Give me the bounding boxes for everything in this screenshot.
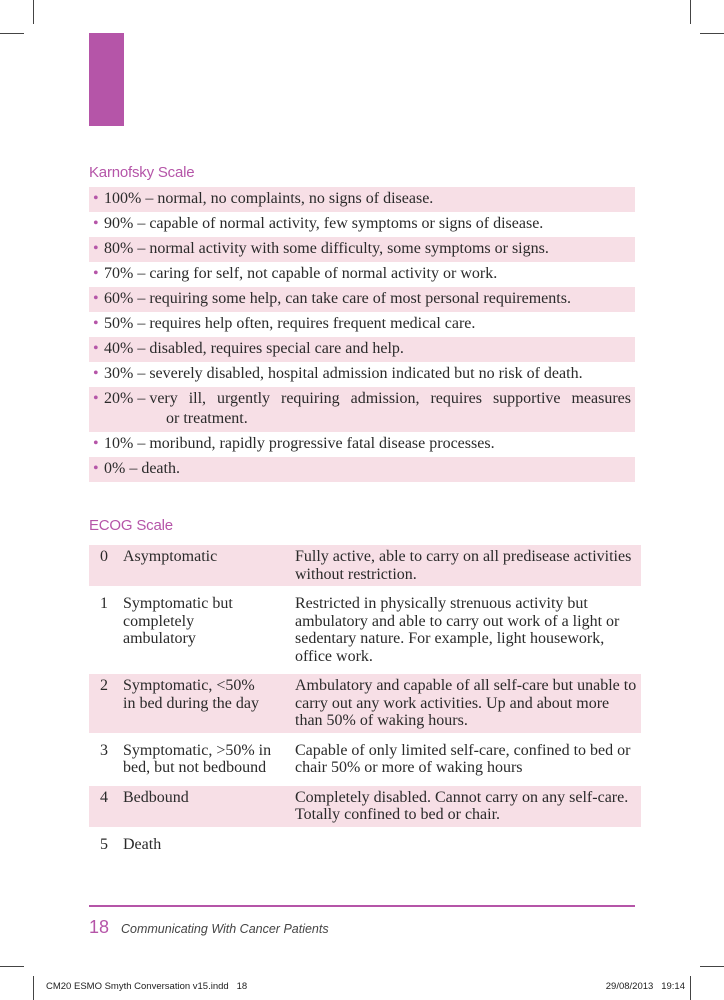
karnofsky-scale-title: Karnofsky Scale: [89, 164, 195, 181]
karnofsky-description: normal, no complaints, no signs of disease.: [157, 190, 434, 207]
crop-mark: [33, 976, 34, 1000]
ecog-description: Restricted in physically strenuous activity but ambulatory and able to carry out work of a light or sedentary nature. For example, light housework, office work.: [295, 595, 620, 665]
karnofsky-description: caring for self, not capable of normal activity or work.: [149, 265, 498, 282]
bullet-icon: •: [93, 190, 99, 207]
footer-rule: [89, 905, 635, 907]
list-item: • 70% – caring for self, not capable of normal activity or work.: [93, 265, 498, 282]
karnofsky-description: severely disabled, hospital admission indicated but no risk of death.: [149, 365, 583, 382]
running-title: Communicating With Cancer Patients: [121, 922, 329, 936]
ecog-category: Symptomatic, >50% in bed, but not bedbound: [123, 741, 272, 776]
page-number: 18: [89, 917, 110, 937]
karnofsky-description: requiring some help, can take care of most personal requirements.: [149, 290, 571, 307]
crop-mark: [0, 966, 24, 967]
ecog-category: Symptomatic, <50% in bed during the day: [119, 674, 291, 733]
list-item: • 60% – requiring some help, can take care of most personal requirements.: [89, 287, 635, 312]
karnofsky-percent: 70%: [104, 265, 134, 282]
bullet-icon: •: [93, 390, 99, 407]
ecog-grade: 5: [100, 835, 108, 853]
bullet-icon: •: [93, 240, 99, 257]
karnofsky-percent: 80%: [104, 240, 134, 257]
ecog-description: Ambulatory and capable of all self-care but unable to carry out any work activities. Up and about more than 50% of waking hours.: [291, 674, 641, 733]
print-slug-date: 29/08/2013 19:14: [605, 981, 685, 992]
ecog-category: Symptomatic but completely ambulatory: [123, 595, 233, 647]
ecog-category: Bedbound: [119, 786, 291, 827]
crop-mark: [0, 33, 24, 34]
karnofsky-description: moribund, rapidly progressive fatal disease processes.: [149, 435, 495, 452]
list-item: • 40% – disabled, requires special care and help.: [89, 337, 635, 362]
karnofsky-percent: 90%: [104, 215, 134, 232]
karnofsky-percent: 0%: [104, 460, 126, 477]
karnofsky-percent: 100%: [104, 190, 142, 207]
bullet-icon: •: [93, 365, 99, 382]
bullet-icon: •: [93, 435, 99, 452]
ecog-scale-title: ECOG Scale: [89, 517, 173, 534]
karnofsky-description: normal activity with some difficulty, some symptoms or signs.: [149, 240, 549, 257]
ecog-grade: 2: [89, 674, 119, 733]
karnofsky-percent: 50%: [104, 315, 134, 332]
bullet-icon: •: [93, 290, 99, 307]
karnofsky-percent: 30%: [104, 365, 134, 382]
crop-mark: [690, 976, 691, 1000]
ecog-grade: 4: [89, 786, 119, 827]
crop-mark: [33, 0, 34, 24]
table-row: [89, 545, 641, 586]
bullet-icon: •: [93, 340, 99, 357]
ecog-grade: 0: [89, 545, 119, 586]
karnofsky-description: death.: [141, 460, 180, 477]
list-item: • 100% – normal, no complaints, no signs of disease.: [89, 187, 635, 212]
karnofsky-description-continued: or treatment.: [166, 410, 248, 427]
crop-mark: [690, 0, 691, 24]
karnofsky-percent: 20%: [104, 390, 134, 407]
crop-mark: [700, 966, 724, 967]
karnofsky-description: very ill, urgently requiring admission, requires supportive measures: [149, 390, 631, 407]
ecog-grade: 3: [100, 741, 108, 759]
ecog-category: Asymptomatic: [119, 545, 291, 586]
karnofsky-percent: 10%: [104, 435, 134, 452]
bullet-icon: •: [93, 460, 99, 477]
table-row: [89, 674, 641, 733]
table-row: [89, 786, 641, 827]
ecog-category: Death: [123, 835, 162, 853]
list-item: • 80% – normal activity with some difficulty, some symptoms or signs.: [89, 237, 635, 262]
chapter-accent-block: [89, 33, 124, 126]
ecog-description: Completely disabled. Cannot carry on any self-care. Totally confined to bed or chair.: [291, 786, 641, 827]
ecog-table: [89, 539, 641, 862]
ecog-description: [291, 833, 641, 857]
karnofsky-percent: 60%: [104, 290, 134, 307]
print-slug-file: CM20 ESMO Smyth Conversation v15.indd 18: [46, 981, 248, 992]
list-item: • 30% – severely disabled, hospital admission indicated but no risk of death.: [93, 365, 583, 382]
ecog-grade: 1: [100, 595, 108, 612]
karnofsky-description: requires help often, requires frequent medical care.: [149, 315, 476, 332]
karnofsky-list: [89, 187, 635, 482]
karnofsky-description: disabled, requires special care and help.: [149, 340, 404, 357]
table-row: [89, 739, 641, 780]
bullet-icon: •: [93, 315, 99, 332]
table-row: [89, 833, 641, 857]
crop-mark: [700, 33, 724, 34]
ecog-description: Fully active, able to carry on all predisease activities without restriction.: [291, 545, 641, 586]
list-item: • 20% – very ill, urgently requiring admission, requires supportive measures or treatment.: [89, 387, 635, 432]
bullet-icon: •: [93, 265, 99, 282]
table-row: [89, 592, 641, 668]
karnofsky-description: capable of normal activity, few symptoms or signs of disease.: [149, 215, 544, 232]
list-item: • 0% – death.: [89, 457, 635, 482]
list-item: • 90% – capable of normal activity, few symptoms or signs of disease.: [93, 215, 544, 232]
bullet-icon: •: [93, 215, 99, 232]
list-item: • 50% – requires help often, requires frequent medical care.: [93, 315, 476, 332]
karnofsky-percent: 40%: [104, 340, 134, 357]
list-item: • 10% – moribund, rapidly progressive fatal disease processes.: [93, 435, 495, 452]
ecog-description: Capable of only limited self-care, confined to bed or chair 50% or more of waking hours: [295, 741, 631, 776]
